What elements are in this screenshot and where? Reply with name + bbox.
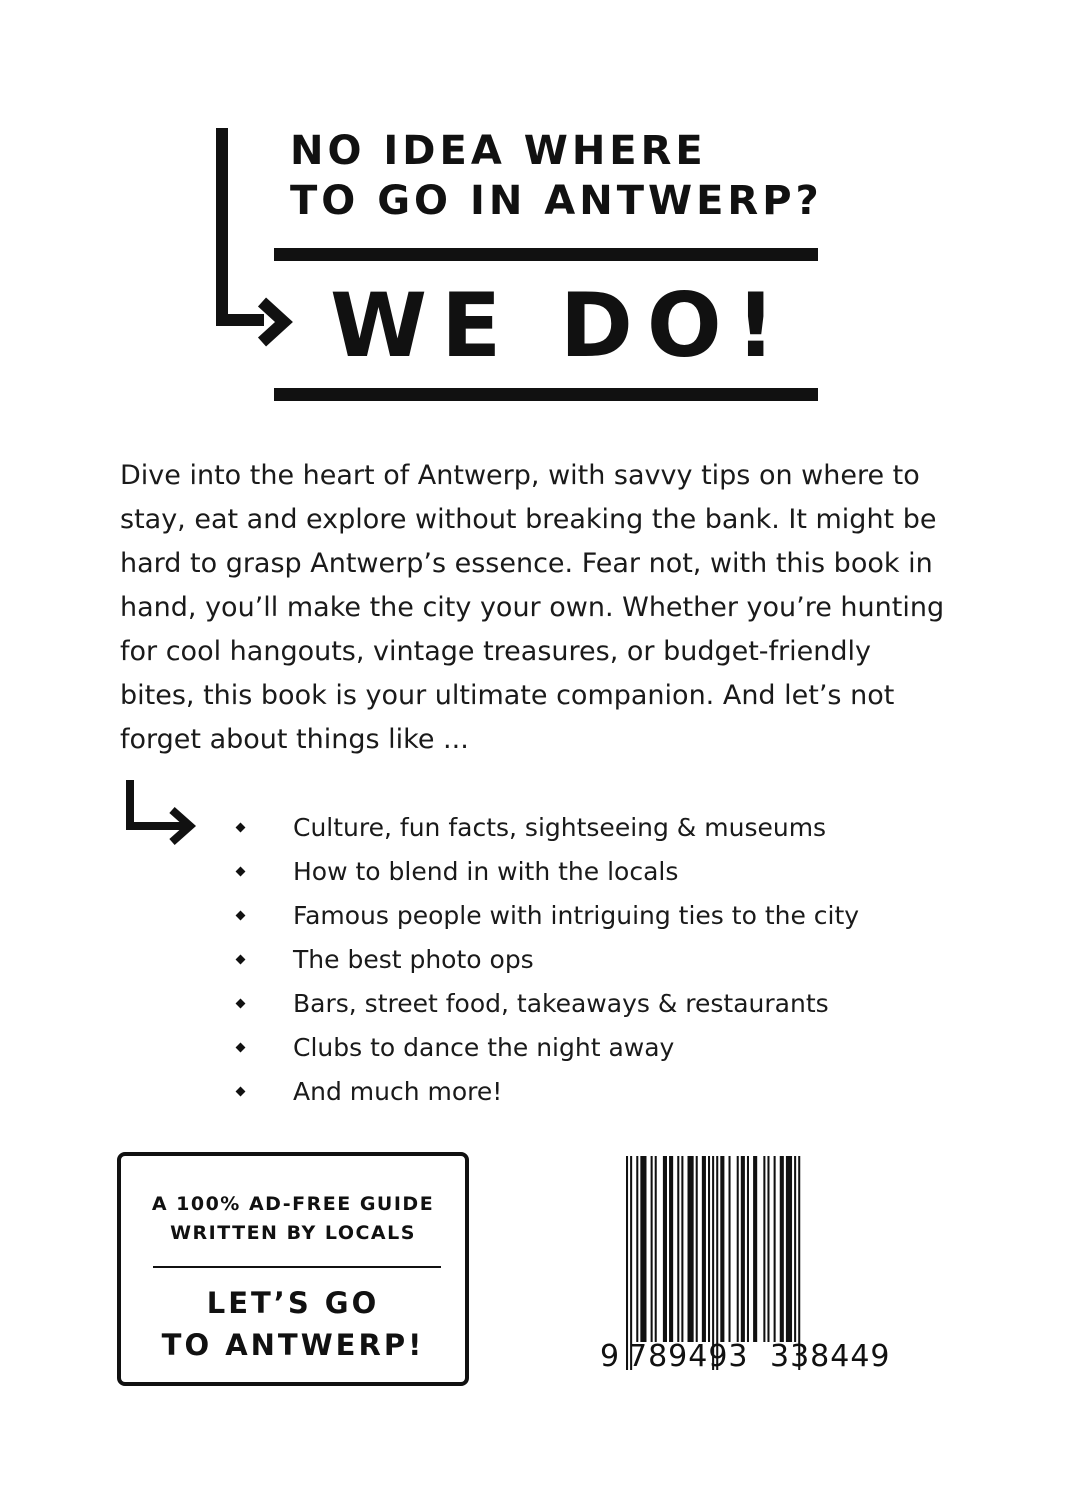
header-bracket-vertical	[216, 128, 228, 326]
list-item-label: How to blend in with the locals	[293, 857, 679, 886]
feature-list	[230, 806, 950, 1114]
badge-tagline	[121, 1190, 465, 1248]
badge-line1: A 100% AD-FREE GUIDE	[151, 1193, 435, 1215]
list-item-label: And much more!	[293, 1077, 503, 1106]
barcode-bar	[630, 1156, 632, 1370]
barcode-bar	[651, 1156, 653, 1342]
barcode-bar	[737, 1156, 739, 1342]
barcode-bar	[681, 1156, 683, 1342]
barcode-bar	[753, 1156, 757, 1342]
barcode-bar	[669, 1156, 673, 1342]
barcode-bar	[780, 1156, 784, 1342]
badge-cta-line1: LET’S GO	[206, 1286, 380, 1320]
bullet-icon	[236, 1043, 246, 1053]
barcode-bar	[794, 1156, 796, 1342]
headline-question	[290, 126, 850, 226]
list-item	[230, 1026, 950, 1070]
barcode-bar	[798, 1156, 800, 1370]
list-item-label: Culture, fun facts, sightseeing & museums	[293, 813, 827, 842]
list-item	[230, 982, 950, 1026]
list-item	[230, 850, 950, 894]
barcode-bar	[712, 1156, 714, 1370]
barcode-first-digit: 9	[600, 1339, 620, 1374]
header-rule-top	[274, 248, 818, 261]
barcode-bar	[786, 1156, 792, 1342]
bullet-icon	[236, 955, 246, 965]
barcode-bar	[747, 1156, 749, 1342]
barcode-bar	[696, 1156, 698, 1342]
barcode-bar	[677, 1156, 679, 1342]
arrow-down-right-icon	[120, 778, 200, 848]
list-item	[230, 806, 950, 850]
isbn-barcode	[600, 1152, 910, 1382]
list-item	[230, 1070, 950, 1114]
bullet-icon	[236, 823, 246, 833]
bullet-icon	[236, 867, 246, 877]
barcode-group-left: 789493	[628, 1339, 749, 1374]
barcode-bar	[763, 1156, 765, 1342]
badge-cta-line2: TO ANTWERP!	[161, 1328, 425, 1362]
arrow-right-icon	[244, 294, 294, 350]
barcode-bar	[720, 1156, 724, 1342]
list-item-label: Bars, street food, takeaways & restaurants	[293, 989, 829, 1018]
barcode-bar	[729, 1156, 731, 1342]
headline-question-line1: NO IDEA WHERE	[290, 128, 707, 174]
list-item-label: The best photo ops	[293, 945, 534, 974]
barcode-bar	[688, 1156, 694, 1342]
bullet-icon	[236, 911, 246, 921]
headline-answer: WE DO!	[330, 274, 790, 377]
barcode-bar	[640, 1156, 646, 1342]
barcode-bar	[741, 1156, 745, 1342]
barcode-bar	[767, 1156, 769, 1342]
header-rule-bottom	[274, 388, 818, 401]
barcode-bar	[716, 1156, 718, 1370]
barcode-bar	[655, 1156, 657, 1342]
list-item	[230, 938, 950, 982]
list-item-label: Famous people with intriguing ties to the city	[293, 901, 860, 930]
barcode-bars	[626, 1156, 800, 1370]
bullet-icon	[236, 1087, 246, 1097]
barcode-group-right: 338449	[770, 1339, 891, 1374]
barcode-bar	[708, 1156, 710, 1342]
barcode-bar	[663, 1156, 667, 1342]
headline-question-line2: TO GO IN ANTWERP?	[290, 178, 823, 224]
bullet-icon	[236, 999, 246, 1009]
badge-line2: WRITTEN BY LOCALS	[170, 1222, 416, 1244]
description-paragraph: Dive into the heart of Antwerp, with savvy tips on where to stay, eat and explore without breaking the bank. It might be hard to grasp Antwerp’s essence. Fear not, with this book in hand, you’ll make the city your own. Whether you’re hunting for cool hangouts, vintage treasures, or budget-friendly bites, this book is your ultimate companion. And let’s not forget about things like ...	[120, 460, 945, 755]
badge-divider	[153, 1266, 441, 1268]
ad-free-badge	[117, 1152, 469, 1386]
barcode-bar	[774, 1156, 776, 1342]
barcode-bar	[702, 1156, 706, 1342]
badge-cta	[121, 1282, 465, 1366]
barcode-bar	[626, 1156, 628, 1370]
list-item	[230, 894, 950, 938]
list-item-label: Clubs to dance the night away	[293, 1033, 675, 1062]
barcode-bar	[636, 1156, 638, 1342]
